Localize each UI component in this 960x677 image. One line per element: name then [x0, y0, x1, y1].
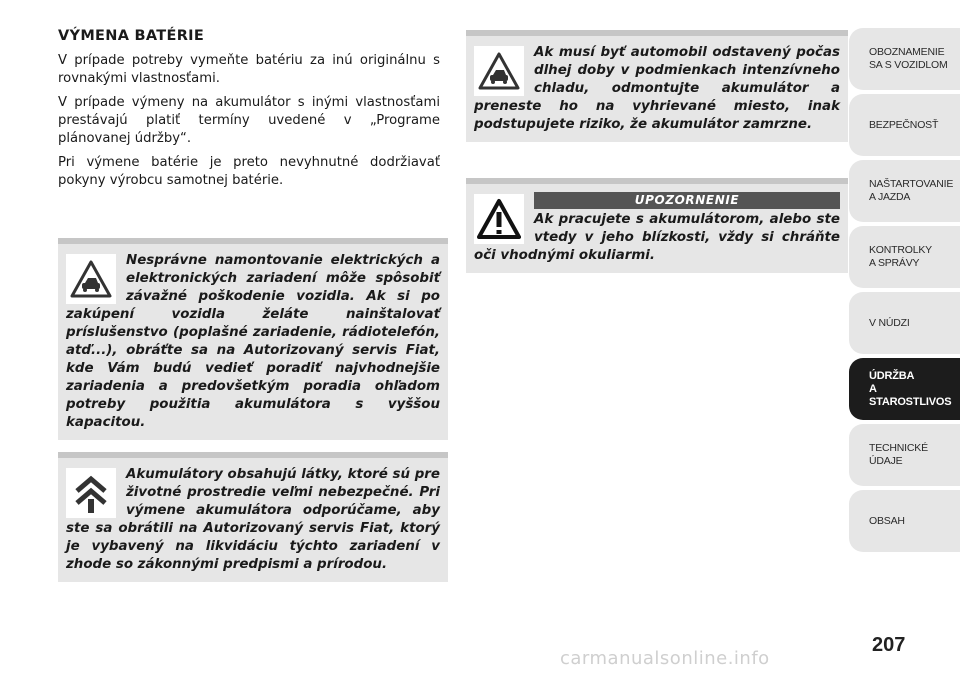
exclamation-warning-icon — [474, 194, 524, 244]
car-warning-icon — [474, 46, 524, 96]
tab-kontrolky[interactable]: KONTROLKY A SPRÁVY — [849, 226, 960, 288]
tab-udrzba[interactable]: ÚDRŽBA A STAROSTLIVOS — [849, 358, 960, 420]
note-environment — [58, 452, 448, 582]
recycle-chevron-icon — [66, 468, 116, 518]
car-warning-icon — [66, 254, 116, 304]
note-cold — [466, 30, 848, 142]
left-column — [58, 28, 440, 196]
tab-v-nudzi[interactable]: V NÚDZI — [849, 292, 960, 354]
watermark: carmanualsonline.info — [560, 648, 770, 669]
warning-box — [466, 178, 848, 273]
warning-title: UPOZORNENIE — [534, 192, 840, 209]
tab-technicke-udaje[interactable]: TECHNICKÉ ÚDAJE — [849, 424, 960, 486]
note-environment-text: Akumulátory obsahujú látky, ktoré sú pre životné prostredie veľmi nebezpečné. Pri výmene akumulátora odporúčame, aby ste sa obrátili na Autorizovaný servis Fiat, ktorý je vybavený na likvidáciu týchto zariadení v zhode so zákonnými predpismi a prírodou. — [66, 467, 440, 572]
page-number: 207 — [872, 634, 906, 656]
note-electrical-text: Nesprávne namontovanie elektrických a elektronických zariadení môže spôsobiť závažné poškodenie vozidla. Ak si po zakúpení vozidla želáte nainštalovať príslušenstvo (poplašné zariadenie, rádiotelefón, atď...), obráťte sa na Autorizovaný servis Fiat, kde Vám budú vedieť poradiť najvhodnejšie zariadenia a predovšetkým poradia ohľadom potreby použitia akumulátora s vyššou kapacitou. — [66, 253, 440, 430]
paragraph-3: Pri výmene batérie je preto nevyhnutné dodržiavať pokyny výrobcu samotnej batérie. — [58, 155, 440, 188]
note-cold-text: Ak musí byť automobil odstavený počas dlhej doby v podmienkach intenzívneho chladu, odmontujte akumulátor a preneste ho na vyhrievané miesto, inak podstupujete riziko, že akumulátor zamrzne. — [474, 45, 840, 132]
section-heading: VÝMENA BATÉRIE — [58, 28, 205, 44]
note-electrical — [58, 238, 448, 440]
tab-obsah[interactable]: OBSAH — [849, 490, 960, 552]
tab-nastartovanie[interactable]: NAŠTARTOVANIE A JAZDA — [849, 160, 960, 222]
tab-bezpecnost[interactable]: BEZPEČNOSŤ — [849, 94, 960, 156]
tab-oboznamenie[interactable]: OBOZNAMENIE SA S VOZIDLOM — [849, 28, 960, 90]
paragraph-2: V prípade výmeny na akumulátor s inými vlastnosťami prestávajú platiť termíny uvedené v „Programe plánovanej údržby“. — [58, 95, 440, 146]
chapter-sidebar — [849, 28, 960, 556]
warning-text: Ak pracujete s akumulátorom, alebo ste vtedy v jeho blízkosti, vždy si chráňte oči vhodnými okuliarmi. — [474, 212, 840, 263]
paragraph-1: V prípade potreby vymeňte batériu za inú originálnu s rovnakými vlastnosťami. — [58, 53, 440, 86]
